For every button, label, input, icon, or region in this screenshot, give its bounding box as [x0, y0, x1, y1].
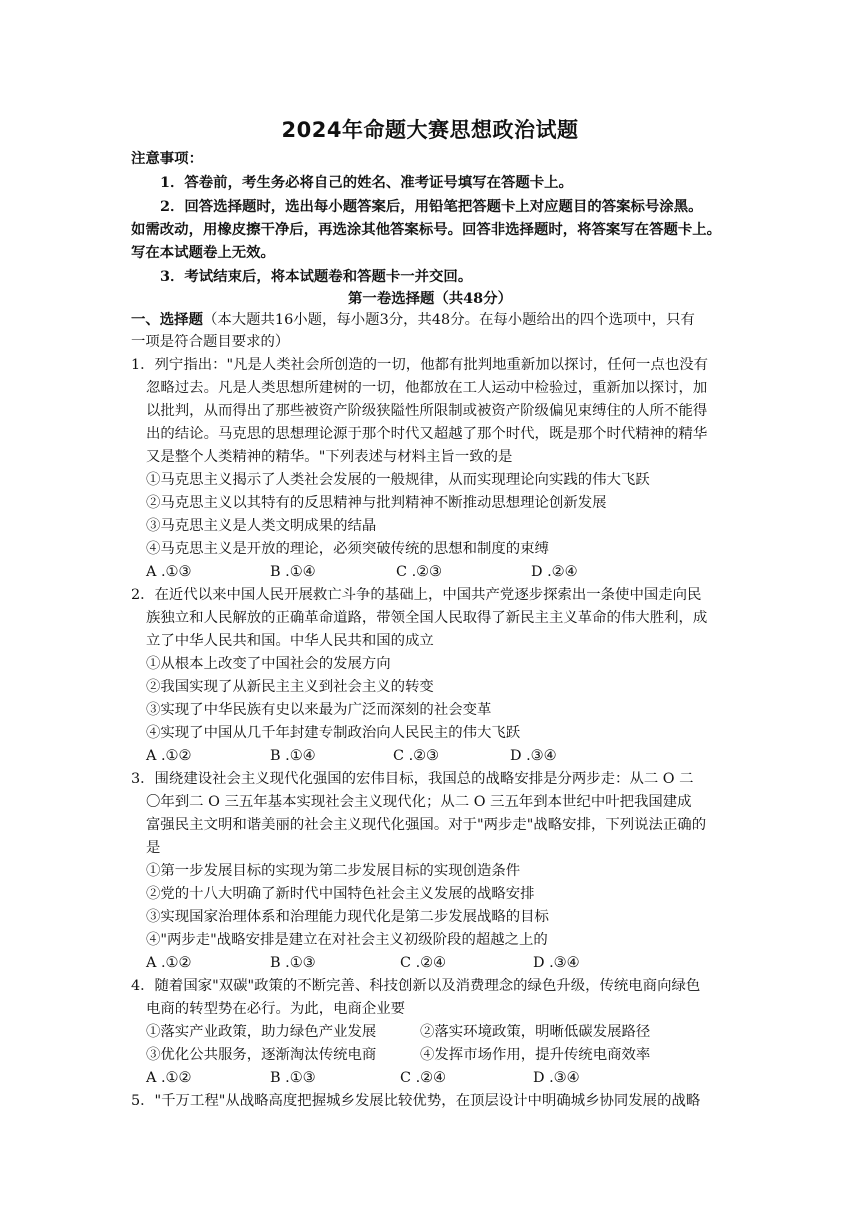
statement: ④发挥市场作用，提升传统电商效率	[420, 1047, 651, 1063]
question-stem: 〇年到二 O 三五年基本实现社会主义现代化；从二 O 三五年到本世纪中叶把我国建成	[146, 794, 692, 810]
statement: ③实现国家治理体系和治理能力现代化是第二步发展战略的目标	[146, 909, 549, 925]
question-stem: 以批判，从而得出了那些被资产阶级狭隘性所限制或被资产阶级偏见束缚住的人所不能得	[146, 403, 708, 419]
option-c[interactable]: C .②④	[400, 1070, 446, 1086]
option-d[interactable]: D .③④	[533, 955, 580, 971]
page-title: 2024年命题大赛思想政治试题	[281, 118, 579, 142]
option-b[interactable]: B .①③	[270, 955, 316, 971]
question-stem: 出的结论。马克思的思想理论源于那个时代又超越了那个时代，既是那个时代精神的精华	[146, 426, 708, 442]
part-desc-cont: 一项是符合题目要求的）	[131, 334, 290, 350]
option-d[interactable]: D .②④	[531, 564, 578, 580]
part-description	[131, 309, 695, 331]
question-stem: 电商的转型势在必行。为此，电商企业要	[146, 1001, 406, 1017]
question-stem: 2．在近代以来中国人民开展救亡斗争的基础上，中国共产党逐步探索出一条使中国走向民	[131, 587, 702, 603]
option-c[interactable]: C .②③	[393, 748, 439, 764]
question-stem: 5．"千万工程"从战略高度把握城乡发展比较优势，在顶层设计中明确城乡协同发展的战略	[131, 1093, 701, 1109]
notice-item: 3．考试结束后，将本试题卷和答题卡一并交回。	[160, 268, 473, 285]
section-heading: 第一卷选择题（共48分）	[348, 290, 512, 307]
statement: ③优化公共服务，逐渐淘汰传统电商	[146, 1047, 377, 1063]
question-stem: 3．围绕建设社会主义现代化强国的宏伟目标，我国总的战略安排是分两步走：从二 O 二	[131, 771, 694, 787]
notice-item: 如需改动，用橡皮擦干净后，再选涂其他答案标号。回答非选择题时，将答案写在答题卡上。	[131, 221, 722, 238]
option-b[interactable]: B .①④	[270, 564, 316, 580]
notice-item: 写在本试题卷上无效。	[131, 244, 275, 261]
question-stem: 4．随着国家"双碳"政策的不断完善、科技创新以及消费理念的绿色升级，传统电商向绿色	[131, 978, 701, 994]
statement: ②马克思主义以其特有的反思精神与批判精神不断推动思想理论创新发展	[146, 495, 607, 511]
statement: ③实现了中华民族有史以来最为广泛而深刻的社会变革	[146, 702, 492, 718]
notice-heading: 注意事项：	[131, 150, 203, 167]
statement: ③马克思主义是人类文明成果的结晶	[146, 518, 377, 534]
option-d[interactable]: D .③④	[510, 748, 557, 764]
statement: ②党的十八大明确了新时代中国特色社会主义发展的战略安排	[146, 886, 535, 902]
statement: ①马克思主义揭示了人类社会发展的一般规律，从而实现理论向实践的伟大飞跃	[146, 472, 650, 488]
statement: ①落实产业政策，助力绿色产业发展	[146, 1024, 377, 1040]
part-desc: （本大题共16小题，每小题3分，共48分。在每小题给出的四个选项中，只有	[202, 312, 695, 328]
option-b[interactable]: B .①③	[270, 1070, 316, 1086]
statement: ④实现了中国从几千年封建专制政治向人民民主的伟大飞跃	[146, 725, 521, 741]
option-c[interactable]: C .②③	[396, 564, 442, 580]
question-stem: 是	[146, 840, 161, 856]
question-stem: 立了中华人民共和国。中华人民共和国的成立	[146, 633, 434, 649]
question-stem: 忽略过去。凡是人类思想所建树的一切，他都放在工人运动中检验过，重新加以探讨，加	[146, 380, 708, 396]
option-c[interactable]: C .②④	[400, 955, 446, 971]
question-stem: 又是整个人类精神的精华。"下列表述与材料主旨一致的是	[146, 449, 513, 465]
statement: ①第一步发展目标的实现为第二步发展目标的实现创造条件	[146, 863, 521, 879]
notice-item: 1．答卷前，考生务必将自己的姓名、准考证号填写在答题卡上。	[160, 174, 573, 191]
statement: ④"两步走"战略安排是建立在对社会主义初级阶段的超越之上的	[146, 932, 548, 948]
option-d[interactable]: D .③④	[533, 1070, 580, 1086]
option-a[interactable]: A .①③	[146, 564, 192, 580]
option-a[interactable]: A .①②	[146, 955, 192, 971]
question-stem: 富强民主文明和谐美丽的社会主义现代化强国。对于"两步走"战略安排，下列说法正确的	[146, 817, 707, 833]
option-b[interactable]: B .①④	[270, 748, 316, 764]
question-stem: 1．列宁指出："凡是人类社会所创造的一切，他都有批判地重新加以探讨，任何一点也没有	[131, 357, 709, 373]
notice-item: 2．回答选择题时，选出每小题答案后，用铅笔把答题卡上对应题目的答案标号涂黑。	[160, 198, 703, 215]
statement: ②我国实现了从新民主主义到社会主义的转变	[146, 679, 434, 695]
option-a[interactable]: A .①②	[146, 748, 192, 764]
question-stem: 族独立和人民解放的正确革命道路，带领全国人民取得了新民主主义革命的伟大胜利，成	[146, 610, 708, 626]
statement: ④马克思主义是开放的理论，必须突破传统的思想和制度的束缚	[146, 541, 549, 557]
part-label: 一、选择题	[131, 311, 203, 328]
statement: ①从根本上改变了中国社会的发展方向	[146, 656, 391, 672]
option-a[interactable]: A .①②	[146, 1070, 192, 1086]
statement: ②落实环境政策，明晰低碳发展路径	[420, 1024, 651, 1040]
